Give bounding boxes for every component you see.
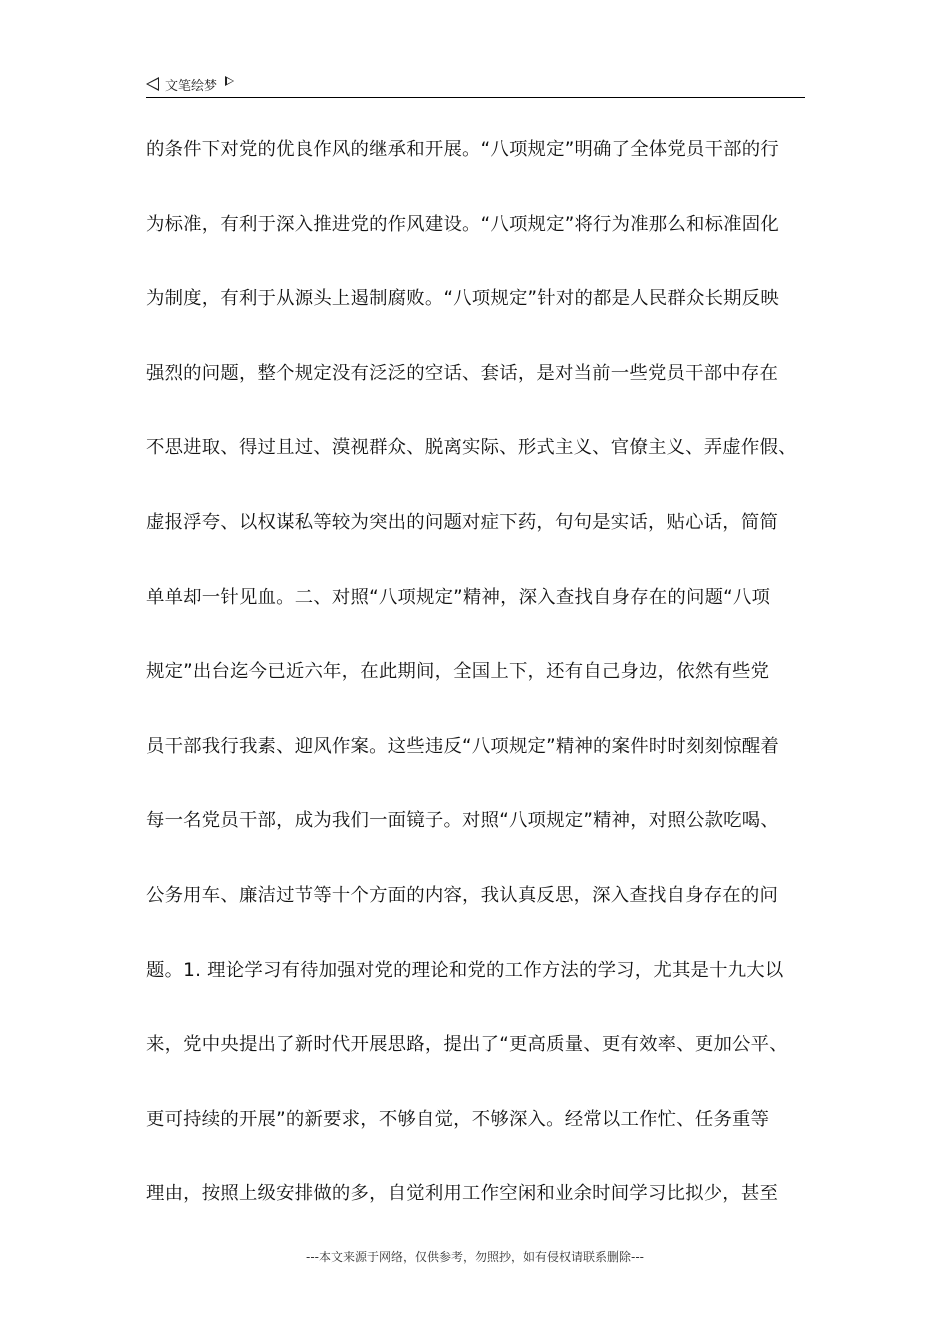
page-footer-disclaimer: ---本文来源于网络，仅供参考，勿照抄，如有侵权请联系删除--- — [306, 1250, 644, 1264]
document-body — [146, 132, 812, 1251]
text-line: 规定”出台迄今已近六年，在此期间，全国上下，还有自己身边，依然有些党 — [146, 661, 770, 683]
triangle-left-icon — [146, 77, 159, 91]
text-line: 每一名党员干部，成为我们一面镜子。对照“八项规定”精神，对照公款吃喝、 — [146, 810, 779, 832]
text-line: 单单却一针见血。二、对照“八项规定”精神，深入查找自身存在的问题“八项 — [146, 586, 771, 608]
text-line: 来，党中央提出了新时代开展思路，提出了“更高质量、更有效率、更加公平、 — [146, 1034, 788, 1056]
header-title: 文笔绘梦 — [165, 78, 218, 94]
text-line: 题。1. 理论学习有待加强对党的理论和党的工作方法的学习，尤其是十九大以 — [146, 959, 784, 981]
text-line: 不思进取、得过且过、漠视群众、脱离实际、形式主义、官僚主义、弄虚作假、 — [146, 437, 797, 459]
text-line: 的条件下对党的优良作风的继承和开展。“八项规定”明确了全体党员干部的行 — [146, 139, 779, 160]
page-header — [146, 73, 234, 95]
text-line: 为制度，有利于从源头上遏制腐败。“八项规定”针对的都是人民群众长期反映 — [146, 288, 779, 310]
text-line: 公务用车、廉洁过节等十个方面的内容，我认真反思，深入查找自身存在的问 — [146, 884, 779, 906]
text-line: 理由，按照上级安排做的多，自觉利用工作空闲和业余时间学习比拟少，甚至 — [146, 1183, 779, 1205]
text-line: 虚报浮夸、以权谋私等较为突出的问题对症下药，句句是实话，贴心话，简简 — [146, 511, 779, 533]
header-divider — [146, 97, 805, 98]
text-line: 为标准，有利于深入推进党的作风建设。“八项规定”将行为准那么和标准固化 — [146, 213, 779, 235]
text-line: 强烈的问题，整个规定没有泛泛的空话、套话，是对当前一些党员干部中存在 — [146, 362, 779, 384]
triangle-right-icon — [225, 76, 234, 86]
text-line: 员干部我行我素、迎风作案。这些违反“八项规定”精神的案件时时刻刻惊醒着 — [146, 735, 779, 757]
text-line: 更可持续的开展”的新要求，不够自觉，不够深入。经常以工作忙、任务重等 — [146, 1108, 770, 1130]
